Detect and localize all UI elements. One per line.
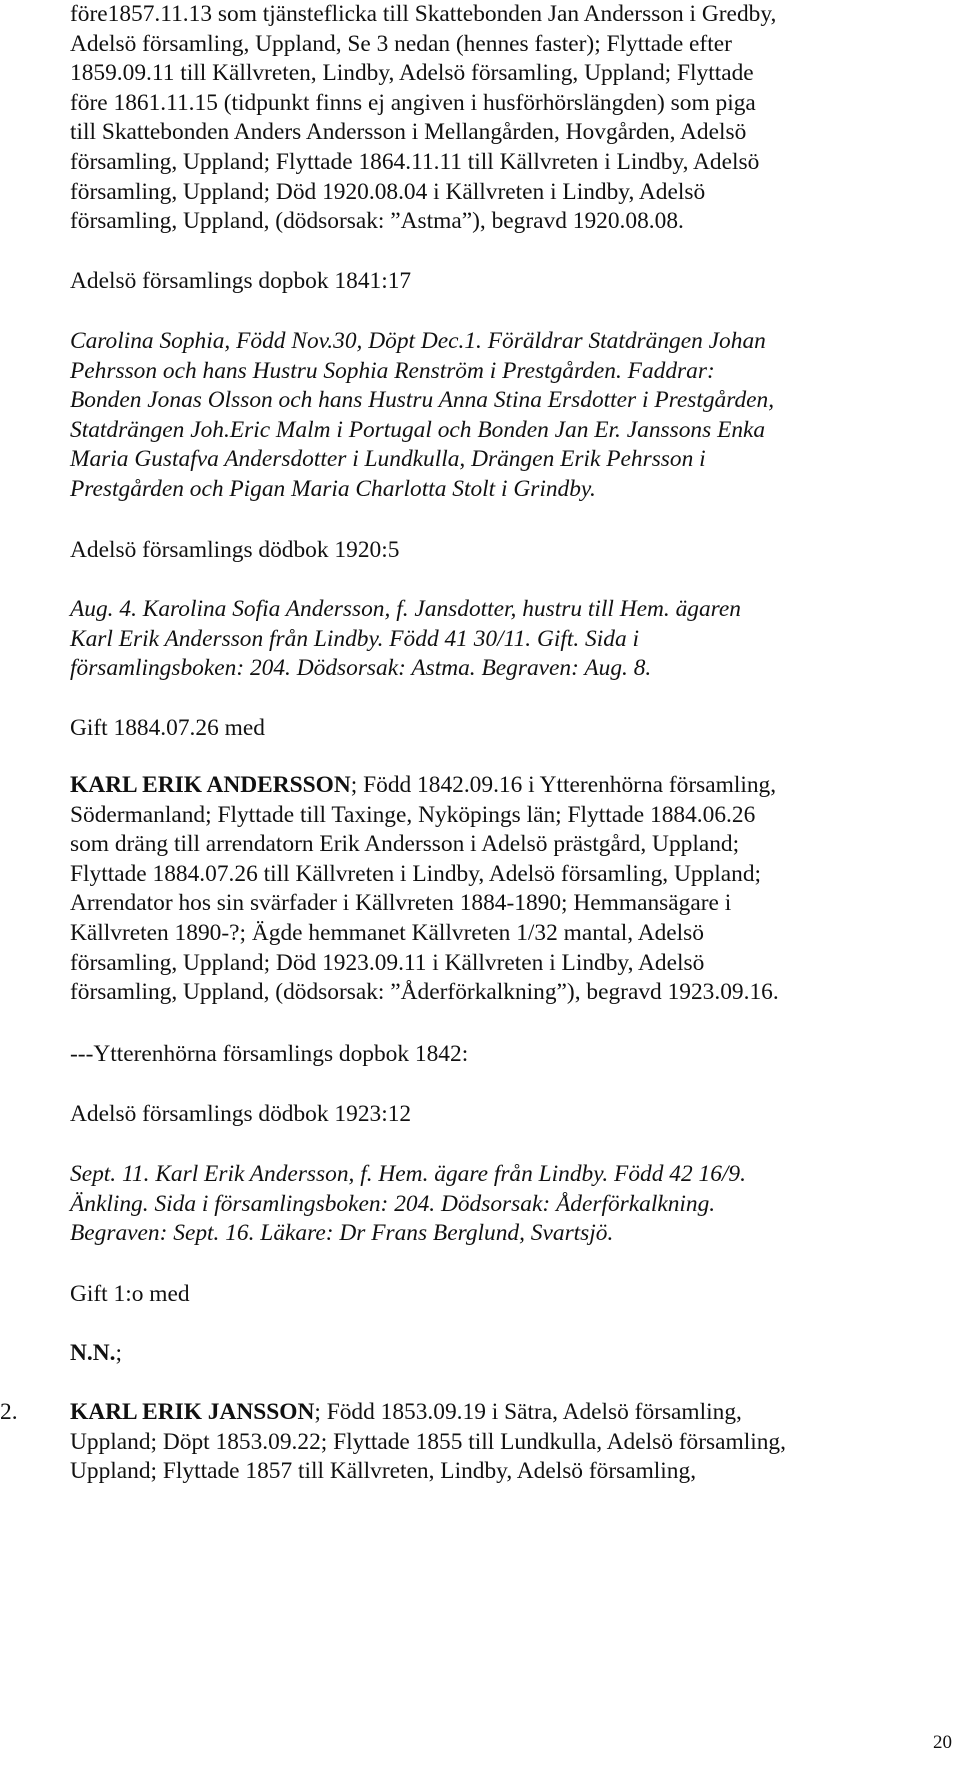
person-details: ; Född 1853.09.19 i Sätra, Adelsö församling, Uppland; Döpt 1853.09.22; Flyttade 1855 till Lundkulla, Adelsö församling, Uppland; Flyttade 1857 till Källvreten, Lindby, Adelsö församling, [70,1399,786,1485]
spouse-name: N.N. [70,1340,116,1366]
spouse-entry-nn [70,1339,122,1369]
source-heading-ytterenhorna-1842: ---Ytterenhörna församlings dopbok 1842: [70,1041,469,1067]
source-excerpt-dodbok-1923: Sept. 11. Karl Erik Andersson, f. Hem. ägare från Lindby. Född 42 16/9. Änkling. Sida i församlingsboken: 204. Dödsorsak: Åderförkalkning. Begraven: Sept. 16. Läkare: Dr Frans Berglund, Svartsjö. [70,1161,746,1247]
source-excerpt-dopbok-1841: Carolina Sophia, Född Nov.30, Döpt Dec.1. Föräldrar Statdrängen Johan Pehrsson och hans Hustru Sophia Renström i Prestgården. Faddrar: Bonden Jonas Olsson och hans Hustru Anna Stina Ersdotter i Prestgården, Statdrängen Joh.Eric Malm i Portugal och Bonden Jan Er. Janssons Enka Maria Gustafva Andersdotter i Lundkulla, Drängen Erik Pehrsson i Prestgården och Pigan Maria Charlotta Stolt i Grindby. [70,328,775,502]
person-entry-karl-erik-andersson [70,771,950,1008]
person-name: KARL ERIK JANSSON [70,1399,315,1425]
intro-paragraph: före1857.11.13 som tjänsteflicka till Skattebonden Jan Andersson i Gredby, Adelsö församling, Uppland, Se 3 nedan (hennes faster); Flyttade efter 1859.09.11 till Källvreten, Lindby, Adelsö församling, Uppland; Flyttade före 1861.11.15 (tidpunkt finns ej angiven i husförhörslängden) som piga till Skattebonden Anders Andersson i Mellangården, Hovgården, Adelsö församling, Uppland; Flyttade 1864.11.11 till Källvreten i Lindby, Adelsö församling, Uppland; Död 1920.08.04 i Källvreten i Lindby, Adelsö församling, Uppland, (dödsorsak: ”Astma”), begravd 1920.08.08. [70,1,777,235]
source-excerpt-dodbok-1920: Aug. 4. Karolina Sofia Andersson, f. Jansdotter, hustru till Hem. ägaren Karl Erik Andersson från Lindby. Född 41 30/11. Gift. Sida i församlingsboken: 204. Dödsorsak: Astma. Begraven: Aug. 8. [70,596,741,682]
list-item-number: 2. [0,1399,18,1425]
source-heading-dodbok-1923: Adelsö församlings dödbok 1923:12 [70,1101,412,1127]
person-details: ; Född 1842.09.16 i Ytterenhörna församling, Södermanland; Flyttade till Taxinge, Nyköpings län; Flyttade 1884.06.26 som dräng till arrendatorn Erik Andersson i Adelsö prästgård, Uppland; Flyttade 1884.07.26 till Källvreten i Lindby, Adelsö församling, Uppland; Arrendator hos sin svärfader i Källvreten 1884-1890; Hemmansägare i Källvreten 1890-?; Ägde hemmanet Källvreten 1/32 mantal, Adelsö församling, Uppland; Död 1923.09.11 i Källvreten i Lindby, Adelsö församling, Uppland, (dödsorsak: ”Åderförkalkning”), begravd 1923.09.16. [70,772,779,1006]
page-number: 20 [933,1732,952,1753]
source-heading-dodbok-1920: Adelsö församlings dödbok 1920:5 [70,537,400,563]
person-entry-karl-erik-jansson [70,1398,950,1487]
marriage-line-2: Gift 1:o med [70,1281,190,1307]
marriage-line-1: Gift 1884.07.26 med [70,715,265,741]
person-name: KARL ERIK ANDERSSON [70,772,351,798]
spouse-suffix: ; [115,1340,122,1366]
source-heading-dopbok-1841: Adelsö församlings dopbok 1841:17 [70,268,412,294]
